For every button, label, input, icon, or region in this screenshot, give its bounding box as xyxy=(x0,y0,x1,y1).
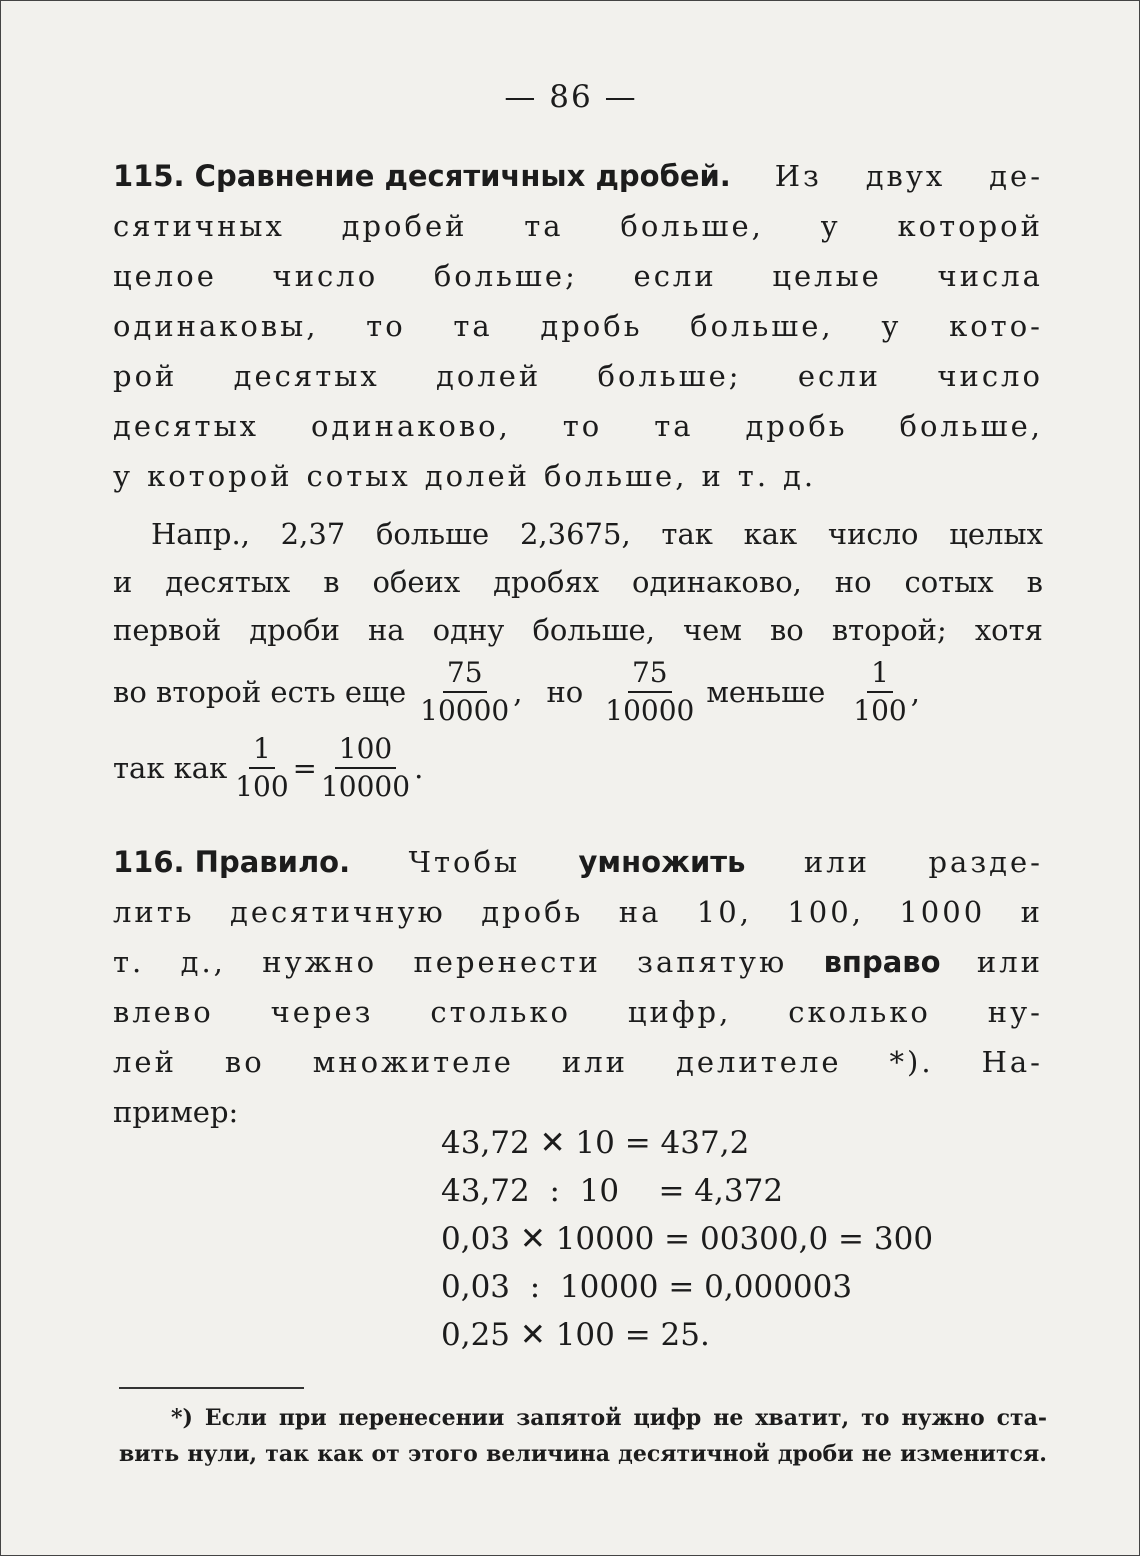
text-word: дробь xyxy=(745,409,848,443)
text-word: сотых xyxy=(904,565,994,599)
text-word: столько xyxy=(430,995,571,1029)
text-word: дроби xyxy=(777,1441,854,1467)
example-line-1 xyxy=(113,509,1043,559)
text-word: то xyxy=(366,309,406,343)
text-word: во xyxy=(769,613,804,647)
text-word: дробей xyxy=(341,209,468,243)
text-word: у xyxy=(820,209,841,243)
text-word: десятых xyxy=(113,409,260,443)
text-word: через xyxy=(270,995,374,1029)
fraction xyxy=(235,731,288,805)
text-word: если xyxy=(797,359,882,393)
text-word: сятичных xyxy=(113,209,285,243)
text-word: та xyxy=(524,209,564,243)
section-116-heading xyxy=(113,837,350,887)
equals-sign: = xyxy=(292,751,317,785)
text-word: *). xyxy=(889,1045,934,1079)
section-115-heading xyxy=(113,151,731,201)
text-word: двух xyxy=(865,159,946,193)
text-word: второй; xyxy=(831,613,947,647)
text-word: вить xyxy=(119,1441,180,1467)
text-word: изменится. xyxy=(900,1441,1047,1467)
text-word: сколько xyxy=(788,995,931,1029)
text-word: *) xyxy=(171,1405,193,1431)
section-title: Правило. xyxy=(194,845,351,879)
text-word: если xyxy=(633,259,717,293)
text-word: перенести xyxy=(413,945,601,979)
text-word: так xyxy=(661,517,713,551)
text-word: 1000 xyxy=(899,895,986,929)
page-number: — 86 — xyxy=(504,79,638,115)
text-word: На- xyxy=(981,1045,1043,1079)
text-word: лить xyxy=(113,895,195,929)
text-word: больше, xyxy=(543,459,688,493)
text-word: числа xyxy=(937,259,1043,293)
text-word: множителе xyxy=(312,1045,514,1079)
text-word: или xyxy=(803,845,870,879)
footnote-divider xyxy=(119,1387,304,1389)
text-word: больше xyxy=(375,517,490,551)
text-word: дробь xyxy=(481,895,584,929)
equation: 0,25 ✕ 100 = 25. xyxy=(441,1317,710,1353)
section-115-line-1 xyxy=(113,151,1043,201)
text-word: от xyxy=(371,1441,400,1467)
text-word: кото- xyxy=(949,309,1043,343)
text-word: у xyxy=(881,309,902,343)
text-word: десятичную xyxy=(230,895,446,929)
text-word: 2,37 xyxy=(280,517,346,551)
section-115-line-6 xyxy=(113,401,1043,451)
text-word: на xyxy=(618,895,662,929)
text-word: которой xyxy=(897,209,1043,243)
text-word: де- xyxy=(989,159,1043,193)
text-phrase: во второй есть еще xyxy=(113,675,407,709)
fraction-denominator: 10000 xyxy=(605,694,695,727)
text-word: рой xyxy=(113,359,178,393)
equations xyxy=(441,1119,1001,1359)
text-word: ну- xyxy=(987,995,1043,1029)
text-word: д. xyxy=(783,459,817,493)
text-word: на xyxy=(367,613,405,647)
equation: 43,72 : 10 = 4,372 xyxy=(441,1173,784,1209)
fraction-numerator: 75 xyxy=(443,655,487,693)
text-word: чем xyxy=(682,613,742,647)
text-word: 10, xyxy=(696,895,752,929)
text-word: при xyxy=(278,1405,327,1431)
text-word: целых xyxy=(949,517,1043,551)
text-word: целые xyxy=(772,259,882,293)
text-word: долей xyxy=(424,459,530,493)
fraction-numerator: 1 xyxy=(867,655,893,693)
comma: , xyxy=(513,675,523,709)
text-word: как xyxy=(317,1441,364,1467)
text-word: запятой xyxy=(516,1405,622,1431)
text-word: та xyxy=(654,409,694,443)
text-word: одинаково, xyxy=(632,565,802,599)
text-word: 100, xyxy=(787,895,864,929)
text-word: но xyxy=(834,565,872,599)
text-word: больше, xyxy=(899,409,1043,443)
text-word: хватит, xyxy=(755,1405,850,1431)
section-116-line-3 xyxy=(113,937,1043,987)
text-word: больше, xyxy=(690,309,834,343)
equation: 43,72 ✕ 10 = 437,2 xyxy=(441,1125,750,1161)
section-115-line-3 xyxy=(113,251,1043,301)
text-word-bold: умножить xyxy=(578,845,746,879)
fraction xyxy=(853,655,906,729)
text-word: у xyxy=(113,459,134,493)
text-word: и xyxy=(701,459,724,493)
text-word: нужно xyxy=(901,1405,985,1431)
text-word: дроби xyxy=(249,613,340,647)
text-word-bold: вправо xyxy=(823,945,941,979)
text-word: десятичной xyxy=(618,1441,770,1467)
text-word: делителе xyxy=(675,1045,842,1079)
section-title: Сравнение десятичных дробей. xyxy=(194,159,731,193)
section-number: 115. xyxy=(113,159,185,193)
text-word: десятых xyxy=(233,359,380,393)
text-word: цифр xyxy=(633,1405,702,1431)
text-word: первой xyxy=(113,613,222,647)
text-word: которой xyxy=(147,459,293,493)
text-word: т. xyxy=(113,945,145,979)
section-116-line-4 xyxy=(113,987,1043,1037)
text-word: долей xyxy=(436,359,542,393)
text-word: обеих xyxy=(372,565,461,599)
text-word: влево xyxy=(113,995,214,1029)
text-word: 2,3675, xyxy=(519,517,631,551)
text-word: и xyxy=(1020,895,1043,929)
fraction-denominator: 100 xyxy=(235,770,289,803)
fraction-numerator: 1 xyxy=(249,731,275,769)
text-word: больше, xyxy=(620,209,764,243)
text-word: Из xyxy=(774,159,822,193)
section-115-line-2 xyxy=(113,201,1043,251)
text-word: больше; xyxy=(597,359,742,393)
text-word: или xyxy=(976,945,1043,979)
text-word: или xyxy=(561,1045,628,1079)
text-word: число xyxy=(937,359,1043,393)
text-word: сотых xyxy=(306,459,411,493)
section-116-line-5 xyxy=(113,1037,1043,1087)
text-word: больше; xyxy=(433,259,578,293)
text-word: д., xyxy=(180,945,226,979)
fraction-line-2 xyxy=(113,723,423,813)
text-word: Напр., xyxy=(151,517,250,551)
text-word: лей xyxy=(113,1045,177,1079)
text-word: нужно xyxy=(262,945,378,979)
text-word: больше, xyxy=(532,613,655,647)
text-word: десятых xyxy=(165,565,291,599)
fraction-numerator: 100 xyxy=(335,731,396,769)
text-word: ста- xyxy=(996,1405,1047,1431)
section-116-line-1 xyxy=(113,837,1043,887)
period: . xyxy=(414,751,424,785)
text-word: не xyxy=(713,1405,744,1431)
text-word: дробях xyxy=(493,565,600,599)
text-word: т. xyxy=(737,459,770,493)
fraction-denominator: 10000 xyxy=(420,694,510,727)
text-word: то xyxy=(562,409,603,443)
text-word: и xyxy=(113,565,133,599)
text-word: запятую xyxy=(637,945,788,979)
text-word: Если xyxy=(204,1405,267,1431)
example-line-2 xyxy=(113,557,1043,607)
text-word: величина xyxy=(486,1441,610,1467)
equation: 0,03 ✕ 10000 = 00300,0 = 300 xyxy=(441,1221,934,1257)
text-word: цифр, xyxy=(627,995,732,1029)
text-word: но xyxy=(546,675,584,709)
section-115-line-5 xyxy=(113,351,1043,401)
section-number: 116. xyxy=(113,845,185,879)
text-word: хотя xyxy=(974,613,1043,647)
text-word: нули, xyxy=(187,1441,258,1467)
text-word: меньше xyxy=(706,675,826,709)
fraction xyxy=(605,655,694,729)
text-phrase: так как xyxy=(113,751,228,785)
text-word: Чтобы xyxy=(408,845,521,879)
text-word: дробь xyxy=(540,309,643,343)
text-word: одинаково, xyxy=(310,409,511,443)
equation: 0,03 : 10000 = 0,000003 xyxy=(441,1269,853,1305)
text-word: этого xyxy=(408,1441,478,1467)
text-word: та xyxy=(453,309,493,343)
footnote-line-2 xyxy=(119,1433,1047,1475)
fraction xyxy=(321,731,410,805)
text-word: число xyxy=(272,259,379,293)
comma: , xyxy=(910,675,920,709)
text-word: пример: xyxy=(113,1095,239,1129)
text-word: число xyxy=(827,517,919,551)
text-word: целое xyxy=(113,259,217,293)
text-word: одну xyxy=(432,613,505,647)
fraction-denominator: 10000 xyxy=(320,770,411,803)
section-115-line-4 xyxy=(113,301,1043,351)
text-word: то xyxy=(861,1405,890,1431)
section-115-line-7 xyxy=(113,451,1043,501)
text-word: одинаковы, xyxy=(113,309,319,343)
section-116-line-2 xyxy=(113,887,1043,937)
text-word: так xyxy=(265,1441,310,1467)
text-word: разде- xyxy=(928,845,1043,879)
text-word: в xyxy=(1026,565,1043,599)
text-word: не xyxy=(861,1441,892,1467)
text-word: в xyxy=(323,565,340,599)
fraction-denominator: 100 xyxy=(853,694,907,727)
fraction-numerator: 75 xyxy=(628,655,672,693)
fraction xyxy=(420,655,509,729)
text-word: во xyxy=(224,1045,265,1079)
text-word: как xyxy=(743,517,798,551)
text-word: перенесении xyxy=(338,1405,505,1431)
